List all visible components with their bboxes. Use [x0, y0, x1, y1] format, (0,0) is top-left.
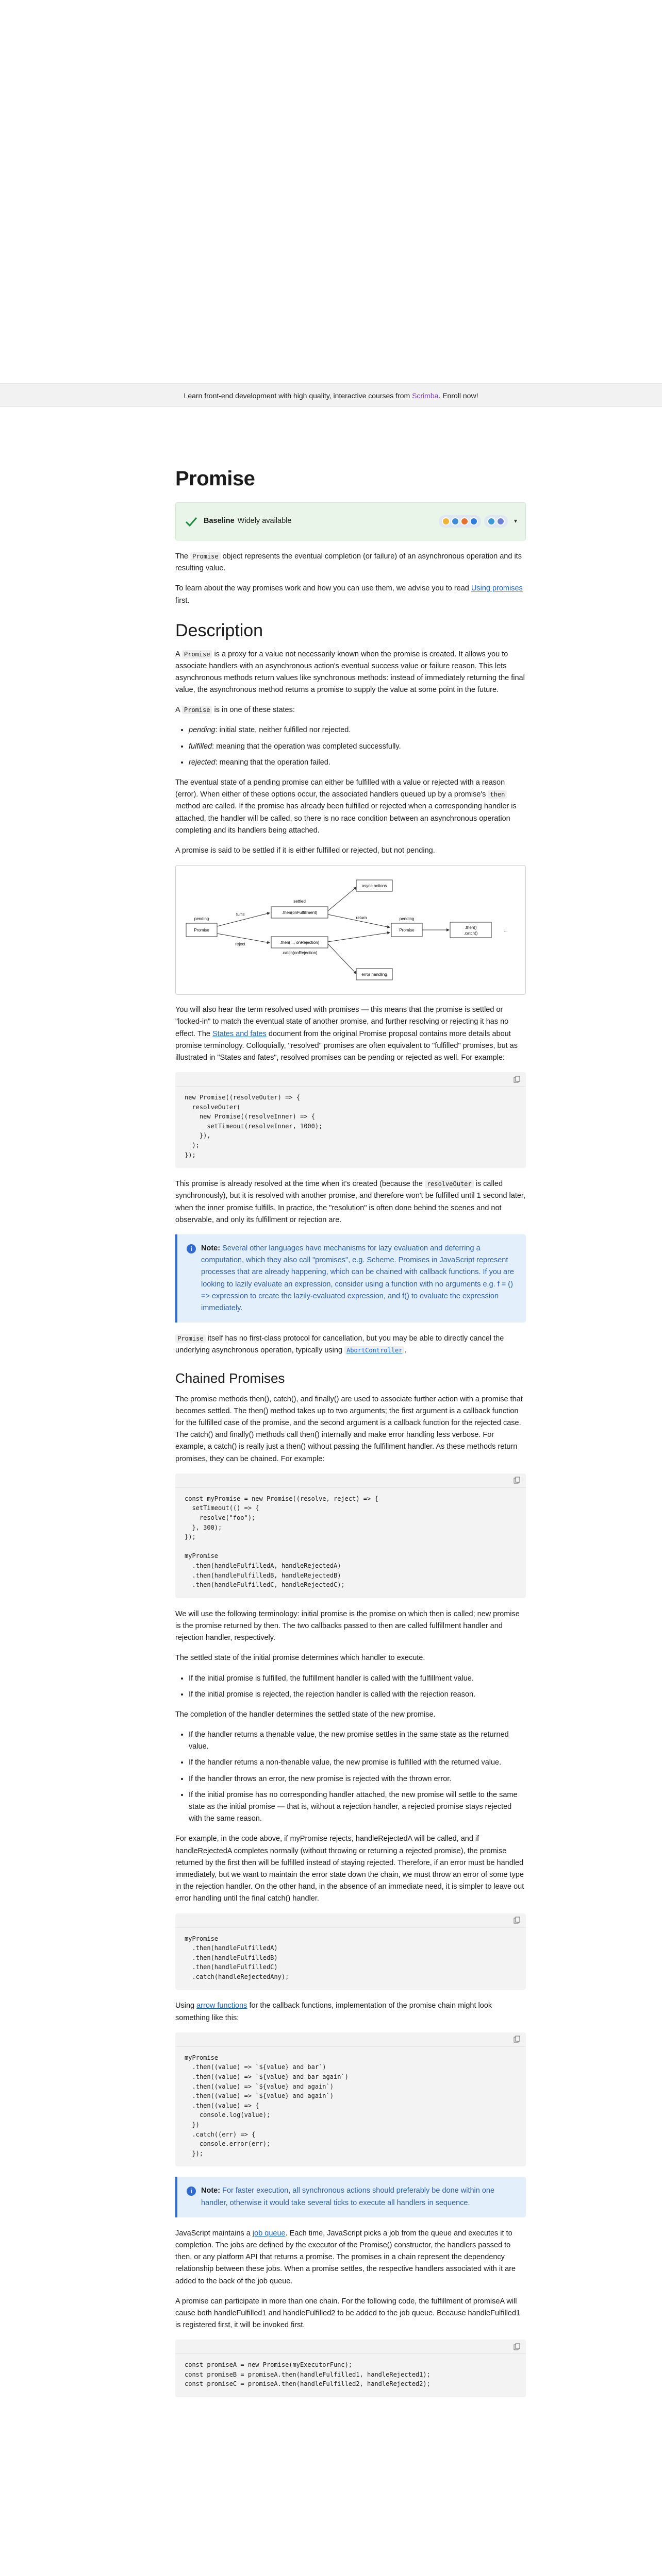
arrow-functions-link[interactable]: arrow functions — [196, 2002, 247, 2010]
settle-list — [189, 1673, 526, 1701]
desc-paragraph-1 — [175, 649, 526, 697]
code-block: myPromise .then((value) => `${value} and bar`) .then((value) => `${value} and bar again`) .then((value) => `${value} and again`) .then((value) => `${value} and again`) .then((value) => { console.log(value); }) .catch((err) => { console.error(err); }); — [185, 2054, 349, 2157]
intro-paragraph-2 — [175, 583, 526, 606]
info-icon: i — [187, 2187, 196, 2196]
baseline-badge[interactable] — [175, 502, 526, 540]
main-content — [175, 466, 526, 2408]
desc-paragraph-5 — [175, 1004, 526, 1064]
copy-icon[interactable] — [514, 1477, 521, 1484]
chained-paragraph-3: The settled state of the initial promise determines which handler to execute. — [175, 1654, 425, 1663]
code-block: const myPromise = new Promise((resolve, reject) => { setTimeout(() => { resolve("foo"); }, 300); }); myPromise .then(handleFulfilledA, handleRejectedA) .then(handleFulfilledB, handleRejectedB) .then(handleFulfilledC, handleRejectedC); — [185, 1495, 378, 1589]
note-text — [201, 1243, 515, 1314]
code-header — [175, 2032, 526, 2047]
list-item: • If the handler returns a thenable value, the new promise settles in the same state as the returned value. — [189, 1729, 526, 1753]
chained-paragraph-2: We will use the following terminology: initial promise is the promise on which then is called; new promise is the promise returned by then. The two callbacks passed to then are called fulfillment handler and rejection handler, respectively. — [175, 1609, 520, 1642]
inline-code: Promise — [175, 1334, 206, 1343]
inline-code: resolveOuter — [425, 1180, 474, 1188]
code-example-2 — [175, 1473, 526, 1598]
code-header — [175, 1473, 526, 1488]
diagram-label: Promise — [399, 928, 415, 933]
inline-code: Promise — [182, 650, 212, 658]
list-item: • If the handler returns a non-thenable value, the new promise is fulfilled with the returned value. — [189, 1757, 526, 1769]
check-icon — [184, 514, 198, 529]
desc-paragraph-3 — [175, 777, 526, 837]
note-callout — [175, 1234, 526, 1323]
list-item — [189, 724, 526, 736]
chain6-pre: Using — [175, 2002, 197, 2010]
desc-paragraph-6 — [175, 1178, 526, 1226]
desc1-a: A — [175, 650, 182, 658]
code-header — [175, 2340, 526, 2354]
state-term: fulfilled — [189, 742, 212, 751]
desc6-a: This promise is already resolved at the time when it's created (because the — [175, 1180, 425, 1189]
code-block: const promiseA = new Promise(myExecutorFunc); const promiseB = promiseA.then(handleFulfilled1, handleRejected1); const promiseC = promiseA.then(handleFulfilled2, handleRejected2); — [185, 2361, 431, 2388]
handler-list — [189, 1729, 526, 1825]
diagram-label: .catch() — [464, 931, 478, 936]
code-header — [175, 1913, 526, 1928]
desc3-b: method are called. If the promise has already been fulfilled or rejected when a corresponding handler is attached, the handler will be called, so there is no race condition between an asynchronous operation completing and its handlers being attached. — [175, 802, 517, 835]
inline-code: AbortController — [344, 1346, 404, 1354]
mobile-browsers — [484, 515, 508, 528]
safari-icon — [470, 517, 478, 526]
inline-code: then — [488, 790, 507, 799]
diagram-svg — [176, 866, 525, 994]
note-body: Several other languages have mechanisms for lazy evaluation and deferring a computation, which they also call "promises", e.g. Scheme. Promises in JavaScript represent processes that are already happening, which can be chained with callback functions. If you are looking to lazily evaluate an expression, consider using a function with no arguments e.g. f = () => expression to create the lazily-evaluated expression, and f() to evaluate the expression immediately. — [201, 1244, 514, 1312]
desc2-a: A — [175, 706, 182, 715]
chain6-post: for the callback functions, implementation of the promise chain might look something like this: — [175, 2002, 492, 2022]
desc1-b: is a proxy for a value not necessarily known when the promise is created. It allows you to associate handlers with an asynchronous action's eventual success value or failure reason. This lets asynchronous methods return values like synchronous methods: instead of immediately returning the final value, the asynchronous method returns a promise to supply the value at some point in the future. — [175, 650, 525, 694]
diagram-label: pending — [399, 917, 415, 922]
chain7-pre: JavaScript maintains a — [175, 2229, 253, 2238]
promo-banner — [0, 383, 662, 407]
desktop-browsers — [439, 515, 481, 528]
description-heading: Description — [175, 620, 263, 640]
desc5-a: You will also hear the term resolved used with promises — this means that the promise is settled or "locked-in" to match the eventual state of another promise, and further resolving or rejecting it has no effect. The — [175, 1006, 509, 1038]
inline-code: Promise — [190, 552, 221, 561]
chained-paragraph-7 — [175, 2228, 526, 2287]
desc6-b: is called synchronously), but it is resolved with another promise, and therefore won't be fulfilled until 1 second later, when the inner promise fulfills. In practice, the "resolution" is often done behind the scenes and not observable, and only its fulfillment or rejection are. — [175, 1180, 525, 1224]
diagram-label: pending — [194, 917, 209, 922]
chrome-icon — [442, 517, 450, 526]
desc7-b: . — [404, 1346, 407, 1355]
note-callout — [175, 2177, 526, 2217]
states-list — [189, 724, 526, 769]
intro2-pre: To learn about the way promises work and how you can use them, we advise you to read — [175, 584, 471, 593]
diagram-label: .then(onFulfillment) — [282, 910, 318, 916]
inline-code: Promise — [182, 706, 212, 714]
diagram-label: async actions — [361, 884, 387, 889]
banner-suffix: . Enroll now! — [438, 392, 478, 400]
diagram-label: error handling — [361, 972, 387, 977]
code-block: new Promise((resolveOuter) => { resolveOuter( new Promise((resolveInner) => { setTimeout(resolveInner, 1000); }), ); }); — [185, 1094, 323, 1159]
diagram-label: .then() — [465, 925, 477, 930]
diagram-label: ... — [504, 928, 508, 933]
desc2-b: is in one of these states: — [212, 706, 295, 715]
firefox-icon — [460, 517, 469, 526]
desc3-a: The eventual state of a pending promise can either be fulfilled with a value or rejected with a reason (error). When either of these options occur, the associated handlers queued up by a promise's — [175, 778, 505, 799]
list-item: • If the handler throws an error, the new promise is rejected with the thrown error. — [189, 1773, 526, 1785]
list-item — [189, 757, 526, 769]
state-desc: : meaning that the operation failed. — [215, 758, 330, 767]
diagram-label: return — [356, 916, 367, 921]
code-example-4 — [175, 2032, 526, 2167]
intro-text: object represents the eventual completion (or failure) of an asynchronous operation and its resulting value. — [175, 552, 522, 573]
baseline-label: Baseline — [204, 517, 235, 526]
state-term: pending — [189, 726, 216, 735]
desc5-b: document from the original Promise proposal contains more details about promise terminology. Colloquially, "resolved" promises are often equivalent to "fulfilled" promises, but as illustrated in "States and fates", resolved promises can be pending or rejected as well. For example: — [175, 1029, 518, 1062]
intro2-post: first. — [175, 596, 190, 605]
banner-link[interactable]: Scrimba — [412, 392, 439, 400]
edge-icon — [451, 517, 459, 526]
baseline-status: Widely available — [237, 517, 292, 526]
diagram-label: .catch(onRejection) — [282, 951, 318, 956]
state-term: rejected — [189, 758, 216, 767]
code-example-5 — [175, 2340, 526, 2397]
desc7-a: itself has no first-class protocol for cancellation, but you may be able to directly cancel the underlying asynchronous operation, typically using — [175, 1334, 504, 1355]
chevron-down-icon[interactable]: ▾ — [514, 517, 517, 525]
desc-paragraph-2 — [175, 704, 526, 716]
code-example-3 — [175, 1913, 526, 1990]
diagram-label: fulfill — [236, 912, 245, 918]
diagram-label: settled — [293, 899, 306, 904]
note-body: For faster execution, all synchronous actions should preferably be done within one handler, otherwise it would take several ticks to execute all handlers in sequence. — [201, 2187, 495, 2207]
job-queue-link[interactable]: job queue — [252, 2229, 286, 2238]
chained-paragraph-1: The promise methods then(), catch(), and finally() are used to associate further action with a promise that becomes settled. The then() method takes up to two arguments; the first argument is a callback function for the fulfilled case of the promise, and the second argument is a callback function for the rejected case. The catch() and finally() methods call then() internally and make error handling less verbose. For example, a catch() is really just a then() without passing the fulfillment handler. As these methods return promises, they can be chained. For example: — [175, 1395, 523, 1463]
chained-paragraph-6 — [175, 2000, 526, 2024]
page-title: Promise — [175, 467, 255, 490]
copy-icon[interactable] — [514, 1076, 521, 1083]
chained-paragraph-8: A promise can participate in more than one chain. For the following code, the fulfillment of promiseA will cause both handleFulfilled1 and handleFulfilled2 to be added to the job queue. Because handleFulfilled1 is registered first, it will be invoked first. — [175, 2297, 521, 2330]
list-item: • If the initial promise is rejected, the rejection handler is called with the rejection reason. — [189, 1689, 526, 1701]
diagram-label: reject — [235, 942, 245, 947]
state-desc: : initial state, neither fulfilled nor rejected. — [215, 726, 351, 735]
android-icon — [496, 517, 505, 526]
chained-paragraph-4: The completion of the handler determines the settled state of the new promise. — [175, 1710, 436, 1719]
note-text — [201, 2185, 515, 2209]
desc-paragraph-4: A promise is said to be settled if it is either fulfilled or rejected, but not pending. — [175, 846, 435, 855]
copy-icon[interactable] — [514, 1917, 521, 1924]
using-promises-link[interactable]: Using promises — [471, 584, 523, 593]
copy-icon[interactable] — [514, 2343, 521, 2350]
list-item — [189, 741, 526, 753]
desc-paragraph-7 — [175, 1333, 526, 1357]
intro-paragraph: The Promise object represents the eventual completion (or failure) of an asynchronous operation and its resulting value. — [175, 552, 522, 573]
list-item: • If the initial promise is fulfilled, the fulfillment handler is called with the fulfillment value. — [189, 1673, 526, 1685]
banner-text: Learn front-end development with high quality, interactive courses from — [184, 392, 410, 400]
abortcontroller-link[interactable] — [344, 1346, 407, 1355]
browser-support — [439, 515, 517, 528]
diagram-label: .then(..., onRejection) — [279, 940, 320, 945]
code-block: myPromise .then(handleFulfilledA) .then(handleFulfilledB) .then(handleFulfilledC) .catch(handleRejectedAny); — [185, 1935, 289, 1980]
safari-ios-icon — [487, 517, 495, 526]
code-header — [175, 1072, 526, 1087]
note-label: Note: — [201, 2187, 221, 2195]
chained-heading: Chained Promises — [175, 1370, 285, 1386]
state-desc: : meaning that the operation was completed successfully. — [212, 742, 401, 751]
states-fates-link[interactable]: States and fates — [212, 1029, 267, 1038]
chain7-post: . Each time, JavaScript picks a job from the queue and executes it to completion. The jobs are defined by the executor of the Promise() constructor, the handlers passed to then, or any platform API that returns a promise. The promises in a chain represent the dependency relationship between these jobs. When a promise settles, the respective handlers associated with it are added to the back of the job queue. — [175, 2229, 516, 2285]
diagram-label: Promise — [194, 928, 209, 933]
info-icon: i — [187, 1244, 196, 1253]
copy-icon[interactable] — [514, 2036, 521, 2043]
chained-paragraph-5: For example, in the code above, if myPromise rejects, handleRejectedA will be called, and if handleRejectedA completes normally (without throwing or returning a rejected promise), the promise returned by the first then will be fulfilled instead of staying rejected. Therefore, if an error must be handled immediately, but we want to maintain the error state down the chain, we must throw an error of some type in the rejection handler. On the other hand, in the absence of an immediate need, it is simpler to leave out error handling until the final catch() handler. — [175, 1835, 524, 1903]
note-label: Note: — [201, 1244, 221, 1253]
code-example-1 — [175, 1072, 526, 1168]
promise-flow-diagram — [175, 865, 526, 995]
list-item: • If the initial promise has no corresponding handler attached, the new promise will settle to the same state as the initial promise — that is, without a rejection handler, a rejected promise stays rejected with the same reason. — [189, 1789, 526, 1825]
